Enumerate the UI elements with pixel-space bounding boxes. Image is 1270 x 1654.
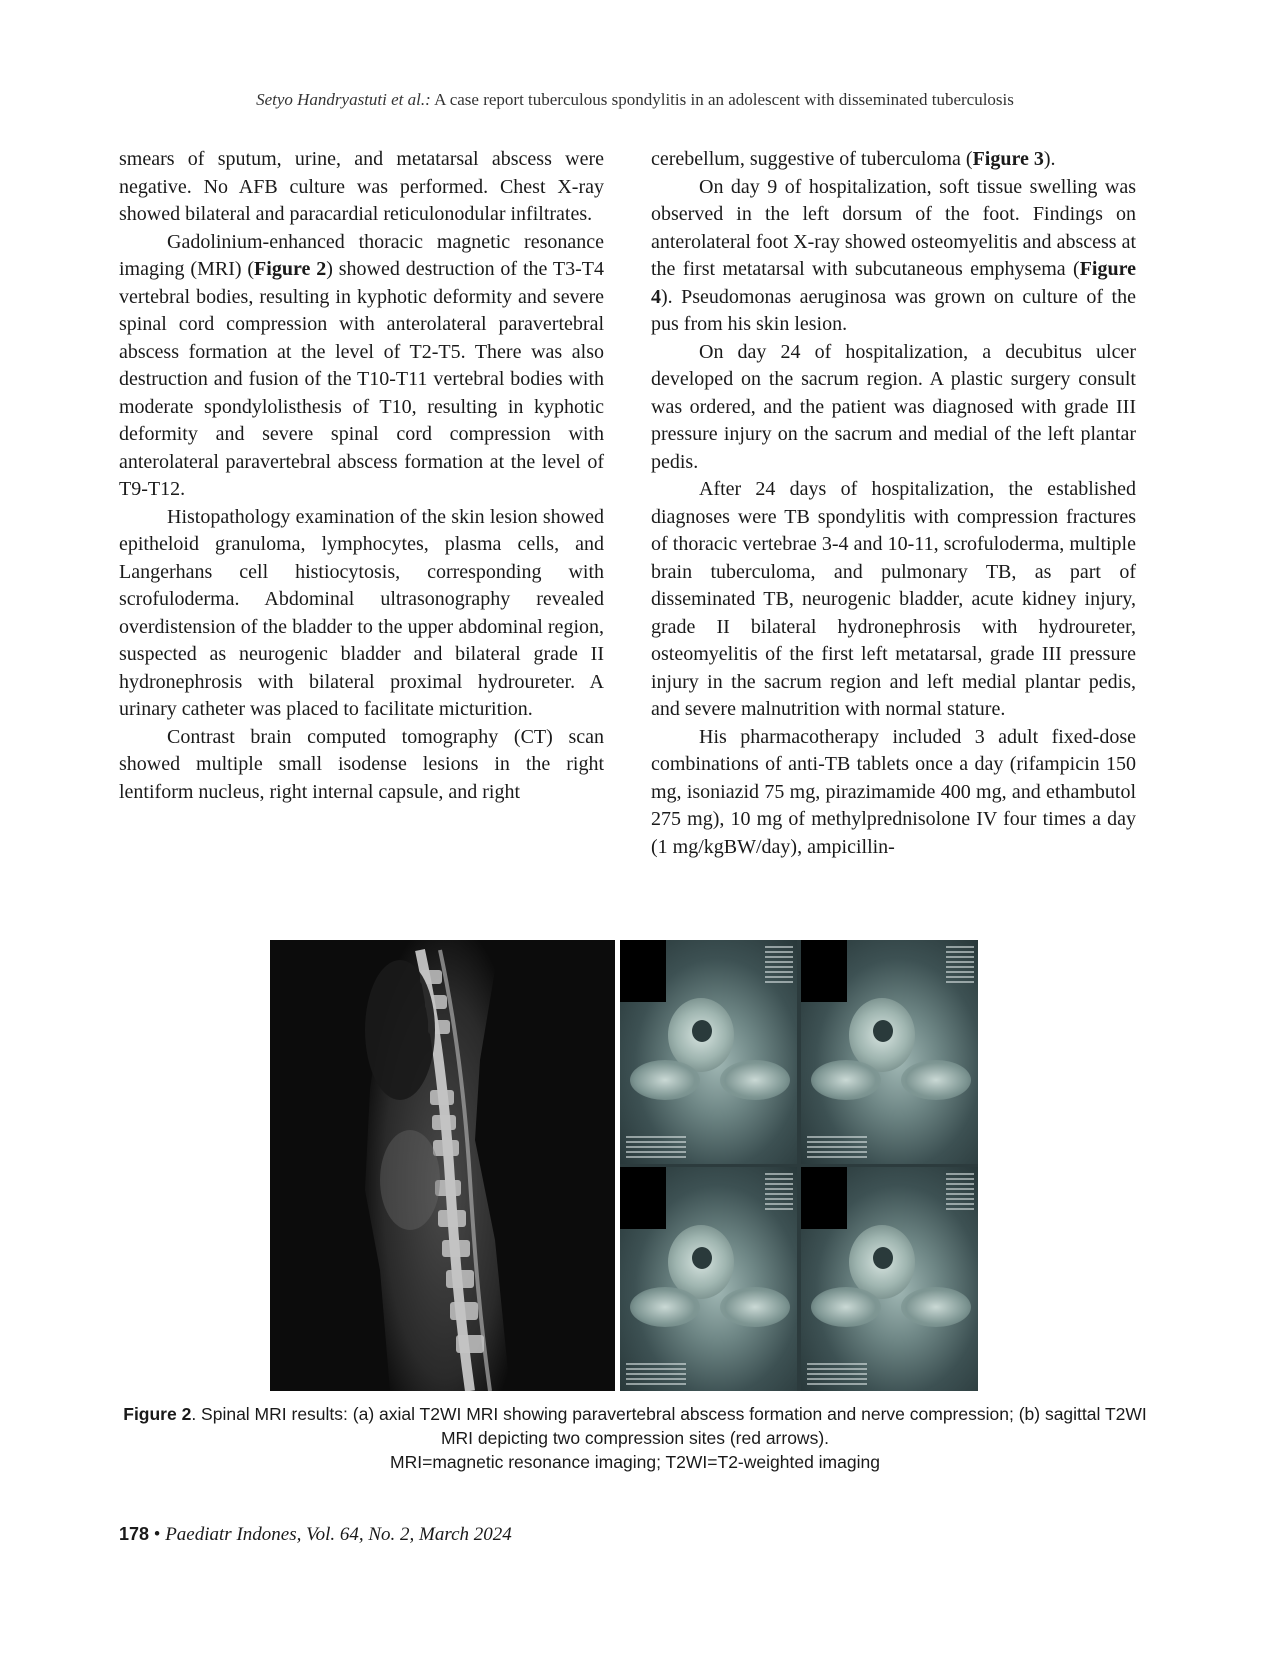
paragraph: smears of sputum, urine, and metatarsal abscess were negative. No AFB culture was performed. Chest X-ray showed bilateral and paracardial reticulonodular infiltrates.: [119, 148, 604, 225]
paragraph: cerebellum, suggestive of tuberculoma (Figure 3).: [651, 148, 1056, 170]
caption-abbreviations: MRI=magnetic resonance imaging; T2WI=T2-weighted imaging: [390, 1452, 880, 1472]
paragraph: After 24 days of hospitalization, the established diagnoses were TB spondylitis with compression fractures of thoracic vertebrae 3-4 and 10-11, scrofuloderma, multiple brain tuberculoma, and pulmonary TB, as part of disseminated TB, neurogenic bladder, acute kidney injury, grade II bilateral hydronephrosis with hydroureter, osteomyelitis of the first left metatarsal, grade III pressure injury in the sacrum region and left medial plantar pedis, and severe malnutrition with normal stature.: [651, 478, 1136, 720]
running-head-title: A case report tuberculous spondylitis in an adolescent with disseminated tuberculosis: [434, 90, 1014, 109]
figure-reference[interactable]: Figure 3: [972, 148, 1044, 170]
figure-2: [270, 940, 978, 1391]
paragraph: On day 9 of hospitalization, soft tissue swelling was observed in the left dorsum of the foot. Findings on anterolateral foot X-ray showed osteomyelitis and abscess at the first metatarsal with subcutaneous emphysema (Figure 4). Pseudomonas aeruginosa was grown on culture of the pus from his skin lesion.: [651, 175, 1136, 335]
sagittal-mri-image: [270, 940, 615, 1391]
page-number: 178: [119, 1524, 150, 1544]
running-head: [0, 90, 1270, 110]
figure-reference[interactable]: Figure 4: [651, 258, 1136, 308]
sagittal-mri-drawing: [270, 940, 615, 1391]
paragraph: Histopathology examination of the skin lesion showed epitheloid granuloma, lymphocytes, plasma cells, and Langerhans cell histiocytosis, corresponding with scrofuloderma. Abdominal ultrasonography revealed overdistension of the bladder to the upper abdominal region, suspected as neurogenic bladder and bilateral grade II hydronephrosis with bilateral proximal hydroureter. A urinary catheter was placed to facilitate micturition.: [119, 505, 604, 720]
footer-bullet: •: [153, 1524, 161, 1545]
caption-text: . Spinal MRI results: (a) axial T2WI MRI showing paravertebral abscess formation and nerve compression; (b) sagittal T2WI MRI depicting two compression sites (red arrows).: [191, 1404, 1147, 1448]
axial-slice: [801, 940, 978, 1164]
figure-label: Figure 2: [123, 1404, 192, 1424]
page-footer: [119, 1524, 512, 1546]
paragraph: Gadolinium-enhanced thoracic magnetic resonance imaging (MRI) (Figure 2) showed destruction of the T3-T4 vertebral bodies, resulting in kyphotic deformity and severe spinal cord compression with anterolateral paravertebral abscess formation at the level of T2-T5. There was also destruction and fusion of the T10-T11 vertebral bodies with moderate spondylolisthesis of T10, resulting in kyphotic deformity and severe spinal cord compression with anterolateral paravertebral abscess formation at the level of T9-T12.: [119, 230, 604, 500]
axial-slice: [801, 1167, 978, 1391]
running-head-authors: Setyo Handryastuti et al.:: [256, 90, 431, 109]
axial-slice: [620, 1167, 797, 1391]
paragraph: Contrast brain computed tomography (CT) scan showed multiple small isodense lesions in the right lentiform nucleus, right internal capsule, and right: [119, 725, 604, 803]
paragraph: On day 24 of hospitalization, a decubitus ulcer developed on the sacrum region. A plastic surgery consult was ordered, and the patient was diagnosed with grade III pressure injury on the sacrum and medial of the left plantar pedis.: [651, 340, 1136, 473]
paragraph: His pharmacotherapy included 3 adult fixed-dose combinations of anti-TB tablets once a day (rifampicin 150 mg, isoniazid 75 mg, pirazimamide 400 mg, and ethambutol 275 mg), 10 mg of methylprednisolone IV four times a day (1 mg/kgBW/day), ampicillin-: [651, 725, 1136, 858]
axial-mri-image: [620, 940, 978, 1391]
figure-reference[interactable]: Figure 2: [254, 258, 327, 280]
figure-caption: [120, 1402, 1150, 1474]
journal-citation: Paediatr Indones, Vol. 64, No. 2, March 2024: [165, 1524, 512, 1545]
right-column: [651, 146, 1136, 861]
axial-slice: [620, 940, 797, 1164]
left-column: [119, 146, 604, 806]
